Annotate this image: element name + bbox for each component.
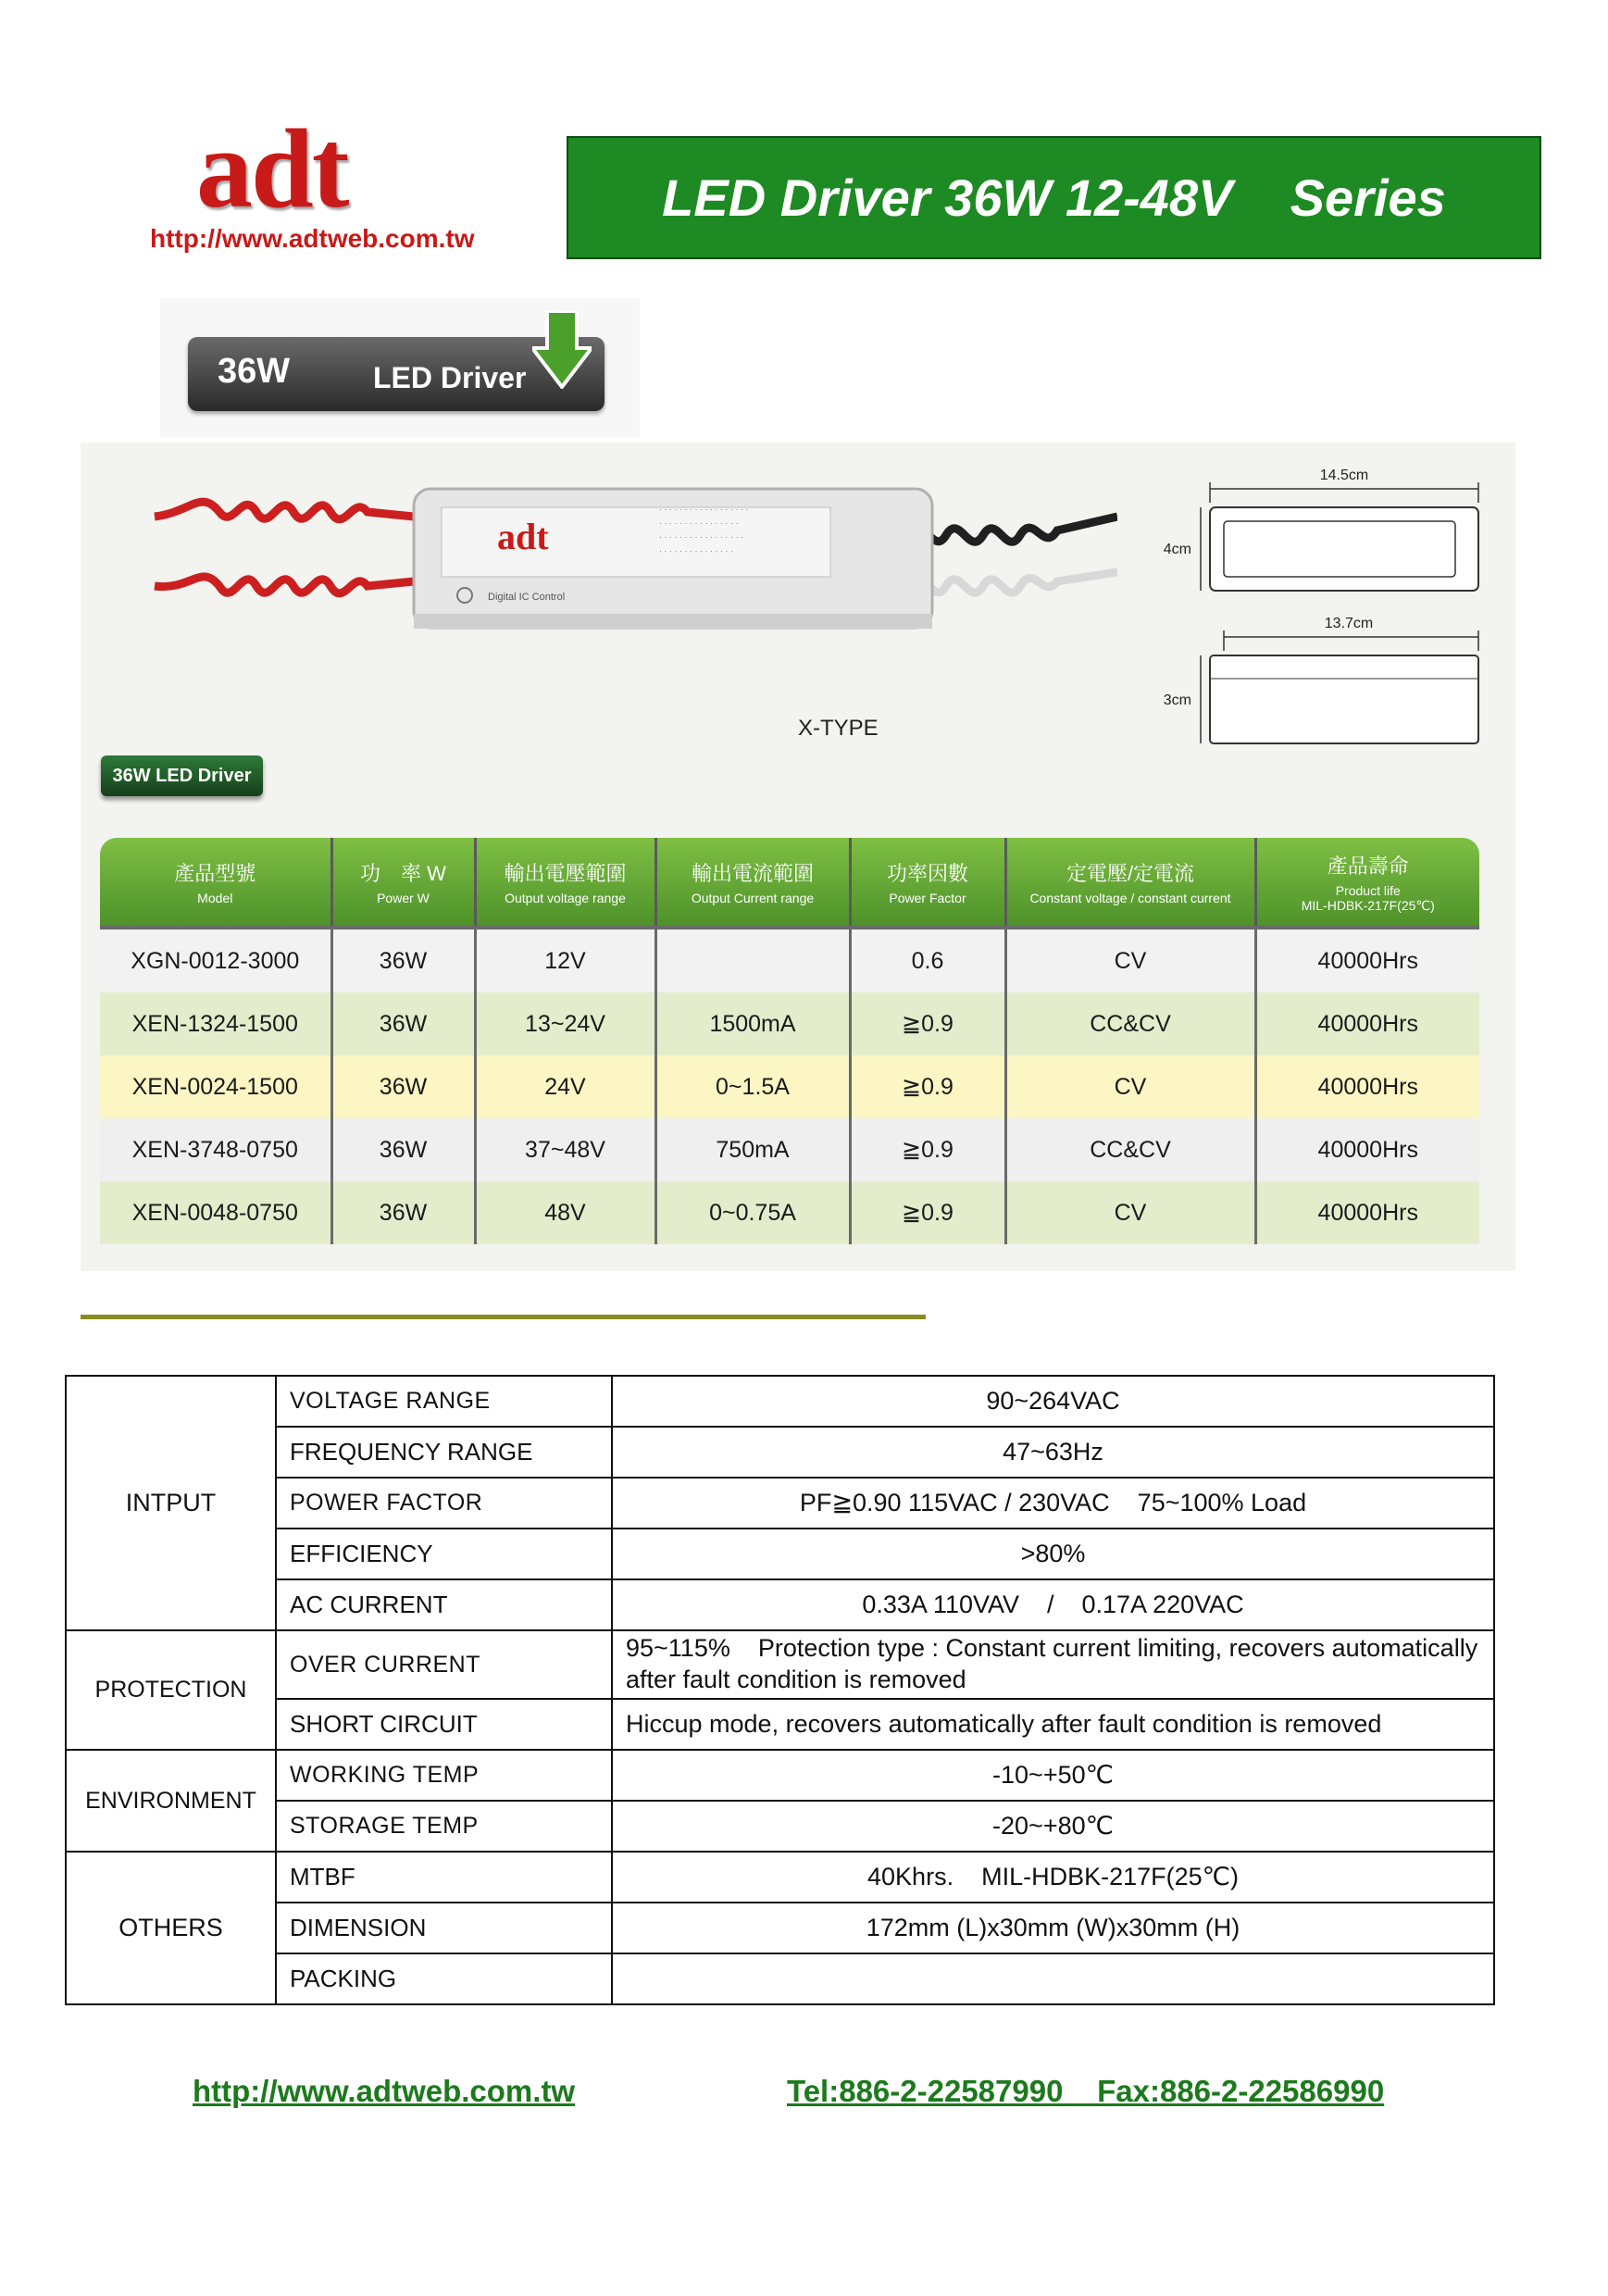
footer-website-link[interactable]: http://www.adtweb.com.tw: [193, 2074, 576, 2108]
spec-value: Hiccup mode, recovers automatically after fault condition is removed: [612, 1699, 1494, 1750]
spec-label: AC CURRENT: [276, 1579, 612, 1630]
spec-value: >80%: [612, 1529, 1494, 1579]
table-row: [100, 992, 1479, 1055]
badge-label: LED Driver: [373, 361, 527, 394]
product-badge-area: [160, 298, 640, 437]
cell-pf: ≧0.9: [850, 992, 1005, 1055]
cell-life: 40000Hrs: [1255, 1055, 1479, 1118]
spec-value: -10~+50℃: [612, 1750, 1494, 1801]
spec-row-mtbf: [66, 1852, 1494, 1903]
spec-table: [65, 1375, 1495, 2005]
category-protection: PROTECTION: [66, 1630, 276, 1750]
model-table: [100, 838, 1479, 1244]
cell-current: 0~1.5A: [655, 1055, 850, 1118]
spec-row-working-temp: [66, 1750, 1494, 1801]
spec-label: WORKING TEMP: [276, 1750, 612, 1801]
table-row: [100, 1055, 1479, 1118]
spec-value: 40Khrs. MIL-HDBK-217F(25℃): [612, 1852, 1494, 1903]
svg-text:· · · · · · · · · · · · · · ·: · · · · · · · · · · · · · · · ·: [659, 518, 739, 528]
category-environment: ENVIRONMENT: [66, 1750, 276, 1852]
spec-row-efficiency: [66, 1529, 1494, 1579]
cell-voltage: 24V: [475, 1055, 655, 1118]
spec-label: POWER FACTOR: [276, 1478, 612, 1529]
spec-label: FREQUENCY RANGE: [276, 1427, 612, 1478]
model-table-header: [100, 838, 1479, 926]
spec-value: -20~+80℃: [612, 1801, 1494, 1852]
product-badge: [188, 337, 605, 411]
cell-current: 1500mA: [655, 992, 850, 1055]
spec-label: DIMENSION: [276, 1903, 612, 1953]
svg-text:· · · · · · · · · · · · · · ·: · · · · · · · · · · · · · · · · ·: [659, 532, 743, 542]
cell-mode: CV: [1005, 1055, 1255, 1118]
logo-wordmark: adt: [196, 106, 348, 231]
spec-value: 95~115% Protection type : Constant current limiting, recovers automatically after fault condition is removed: [612, 1630, 1494, 1699]
type-label: X-TYPE: [798, 716, 879, 741]
spec-label: VOLTAGE RANGE: [276, 1376, 612, 1427]
cell-life: 40000Hrs: [1255, 992, 1479, 1055]
col-power: 功 率 W Power W: [331, 838, 475, 926]
col-model: 產品型號 Model: [100, 838, 331, 926]
cell-pf: 0.6: [850, 930, 1005, 992]
spec-row-power-factor: [66, 1478, 1494, 1529]
cell-model: XEN-0024-1500: [100, 1055, 331, 1118]
cell-pf: ≧0.9: [850, 1181, 1005, 1244]
col-product-life: 產品壽命 Product life MIL-HDBK-217F(25℃): [1255, 838, 1479, 926]
spec-row-ac-current: [66, 1579, 1494, 1630]
cell-power: 36W: [331, 992, 475, 1055]
cell-mode: CV: [1005, 1181, 1255, 1244]
cell-life: 40000Hrs: [1255, 930, 1479, 992]
footer-contact: Tel:886-2-22587990 Fax:886-2-22586990: [787, 2074, 1385, 2108]
spec-label: STORAGE TEMP: [276, 1801, 612, 1852]
spec-row-over-current: [66, 1630, 1494, 1699]
category-input: INTPUT: [66, 1376, 276, 1630]
cell-power: 36W: [331, 1181, 475, 1244]
spec-row-frequency-range: [66, 1427, 1494, 1478]
table-row: [100, 930, 1479, 992]
spec-row-short-circuit: [66, 1699, 1494, 1750]
cell-model: XGN-0012-3000: [100, 930, 331, 992]
dim-height-top: 4cm: [1163, 542, 1191, 557]
cell-voltage: 37~48V: [475, 1118, 655, 1181]
spec-value: 47~63Hz: [612, 1427, 1494, 1478]
cell-current: 0~0.75A: [655, 1181, 850, 1244]
table-row: [100, 1181, 1479, 1244]
cell-power: 36W: [331, 1118, 475, 1181]
cell-mode: CV: [1005, 930, 1255, 992]
spec-value: 90~264VAC: [612, 1376, 1494, 1427]
page-title: LED Driver 36W 12-48V Series: [662, 168, 1446, 227]
category-others: OTHERS: [66, 1852, 276, 2004]
adt-logo: [139, 106, 509, 268]
cell-mode: CC&CV: [1005, 992, 1255, 1055]
title-banner: [567, 136, 1541, 259]
col-output-voltage: 輸出電壓範圍 Output voltage range: [475, 838, 655, 926]
table-row: [100, 1118, 1479, 1181]
led-driver-photo: [136, 461, 1117, 683]
spec-row-dimension: [66, 1903, 1494, 1953]
down-arrow-icon: [532, 311, 592, 389]
cell-model: XEN-0048-0750: [100, 1181, 331, 1244]
dim-height-bottom: 3cm: [1163, 693, 1191, 708]
cell-mode: CC&CV: [1005, 1118, 1255, 1181]
col-power-factor: 功率因數 Power Factor: [850, 838, 1005, 926]
small-product-badge: 36W LED Driver: [101, 755, 263, 796]
spec-value: 172mm (L)x30mm (W)x30mm (H): [612, 1903, 1494, 1953]
cell-life: 40000Hrs: [1255, 1118, 1479, 1181]
spec-value: [612, 1953, 1494, 2004]
logo-url: http://www.adtweb.com.tw: [150, 224, 475, 253]
cell-power: 36W: [331, 930, 475, 992]
spec-row-voltage-range: [66, 1376, 1494, 1427]
cell-voltage: 12V: [475, 930, 655, 992]
cell-power: 36W: [331, 1055, 475, 1118]
spec-row-packing: [66, 1953, 1494, 2004]
col-cv-cc: 定電壓/定電流 Constant voltage / constant current: [1005, 838, 1255, 926]
spec-value: PF≧0.90 115VAC / 230VAC 75~100% Load: [612, 1478, 1494, 1529]
dimension-drawing: [1062, 456, 1515, 762]
cell-voltage: 13~24V: [475, 992, 655, 1055]
col-output-current: 輸出電流範圍 Output Current range: [655, 838, 850, 926]
spec-label: EFFICIENCY: [276, 1529, 612, 1579]
cell-model: XEN-3748-0750: [100, 1118, 331, 1181]
spec-row-storage-temp: [66, 1801, 1494, 1852]
cell-model: XEN-1324-1500: [100, 992, 331, 1055]
spec-label: OVER CURRENT: [276, 1630, 612, 1699]
spec-label: PACKING: [276, 1953, 612, 2004]
dim-length-bottom: 13.7cm: [1324, 616, 1374, 631]
cell-life: 40000Hrs: [1255, 1181, 1479, 1244]
spec-value: 0.33A 110VAV / 0.17A 220VAC: [612, 1579, 1494, 1630]
svg-text:· · · · · · · · · · · · · · ·: · · · · · · · · · · · · · · ·: [659, 546, 733, 555]
dim-length-top: 14.5cm: [1319, 468, 1369, 483]
cell-pf: ≧0.9: [850, 1118, 1005, 1181]
badge-power: 36W: [218, 352, 291, 391]
spec-label: MTBF: [276, 1852, 612, 1903]
cell-current: [655, 930, 850, 992]
cell-voltage: 48V: [475, 1181, 655, 1244]
svg-text:· · · · · · · · · · · · · · ·: · · · · · · · · · · · · · · · · · ·: [659, 505, 749, 514]
cell-current: 750mA: [655, 1118, 850, 1181]
housing-caption: Digital IC Control: [488, 592, 566, 603]
housing-logo: adt: [497, 516, 549, 557]
spec-label: SHORT CIRCUIT: [276, 1699, 612, 1750]
section-divider: [81, 1315, 926, 1319]
cell-pf: ≧0.9: [850, 1055, 1005, 1118]
